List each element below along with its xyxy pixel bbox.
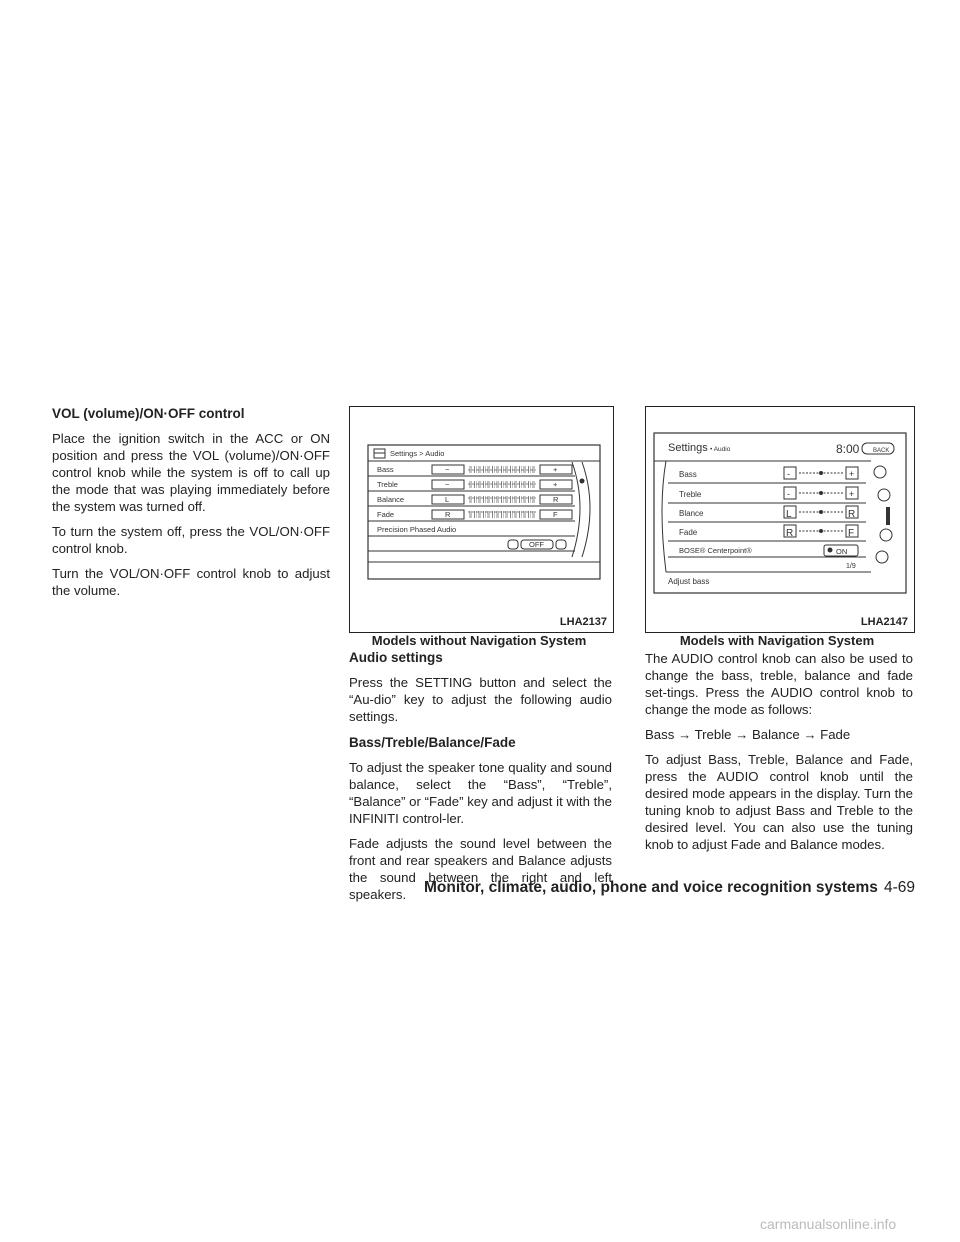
back-button-label: BACK [873, 448, 890, 454]
button-label: + [849, 469, 855, 479]
paragraph: To adjust the speaker tone quality and sound balance, select the “Bass”, “Treble”, “Balance” or “Fade” key and adjust it with the INFINITI control-ler. [349, 760, 612, 826]
button-label: L [445, 495, 450, 504]
button-label: + [849, 489, 855, 499]
paragraph: The AUDIO control knob can also be used to change the bass, treble, balance and fade set-tings. Press the AUDIO control knob to change the mode as follows: [645, 651, 913, 717]
row-label: BOSE® Centerpoint® [679, 546, 752, 555]
screen-subtitle: • Audio [710, 446, 731, 453]
button-label: L [786, 509, 792, 520]
button-label: R [445, 510, 451, 519]
row-label: Precision Phased Audio [377, 525, 457, 534]
button-label: - [787, 489, 790, 499]
paragraph: Turn the VOL/ON·OFF control knob to adjust the volume. [52, 566, 330, 598]
paragraph: Press the SETTING button and select the “Au-dio” key to adjust the following audio settings. [349, 675, 612, 724]
left-column [52, 406, 330, 599]
paragraph: Place the ignition switch in the ACC or ON position and press the VOL (volume)/ON·OFF control knob while the system is off to call up the mode that was playing immediately before the system was turned off. [52, 431, 330, 514]
paragraph: Fade adjusts the sound level between the front and rear speakers and Balance adjusts the sound between the right and left speakers. [349, 836, 612, 902]
page-indicator: 1/9 [846, 563, 856, 570]
button-label: − [445, 480, 450, 489]
button-label: + [553, 465, 558, 474]
button-label: R [553, 495, 559, 504]
row-label: Bass [679, 470, 697, 479]
watermark: carmanualsonline.info [760, 1216, 897, 1232]
row-label: Treble [377, 480, 398, 489]
clock: 8:00 [836, 442, 860, 456]
figure-id: LHA2137 [559, 616, 607, 628]
figure-caption: Models with Navigation System [679, 633, 875, 648]
paragraph: To turn the system off, press the VOL/ON·OFF control knob. [52, 524, 330, 556]
row-label: Fade [679, 528, 698, 537]
section-heading: VOL (volume)/ON·OFF control [52, 406, 245, 421]
row-label: Fade [377, 510, 395, 519]
page-number: 4-69 [884, 879, 916, 896]
figure-settings-audio-no-nav [349, 406, 614, 633]
toggle-label: ON [836, 547, 848, 556]
button-label: − [445, 465, 450, 474]
footer-title: Monitor, climate, audio, phone and voice recognition systems [424, 879, 878, 896]
screen-title: Settings > Audio [390, 449, 445, 458]
row-label: Bass [377, 465, 394, 474]
status-line: Adjust bass [668, 577, 710, 586]
button-label: + [553, 480, 558, 489]
mode-sequence: Bass → Treble → Balance → Fade [645, 727, 851, 742]
screen-title: Settings [668, 442, 708, 454]
section-heading: Audio settings [349, 650, 443, 665]
section-heading: Bass/Treble/Balance/Fade [349, 735, 516, 750]
button-label: R [848, 509, 856, 520]
paragraph: To adjust Bass, Treble, Balance and Fade, press the AUDIO control knob until the desired mode appears in the display. Turn the tuning knob to adjust Bass and Treble to the desired level. You can also use the tuning knob to adjust Fade and Balance modes. [645, 752, 913, 852]
row-label: Blance [679, 509, 704, 518]
middle-column [349, 650, 612, 903]
button-label: F [553, 510, 558, 519]
button-label: R [786, 528, 794, 539]
toggle-label: OFF [529, 540, 544, 549]
right-column [645, 650, 913, 853]
figure-settings-audio-nav [645, 406, 915, 633]
button-label: - [787, 469, 790, 479]
row-label: Balance [377, 495, 405, 504]
button-label: F [848, 528, 855, 539]
figure-id: LHA2147 [860, 616, 908, 628]
figure-caption: Models without Navigation System [371, 633, 587, 648]
row-label: Treble [679, 490, 702, 499]
